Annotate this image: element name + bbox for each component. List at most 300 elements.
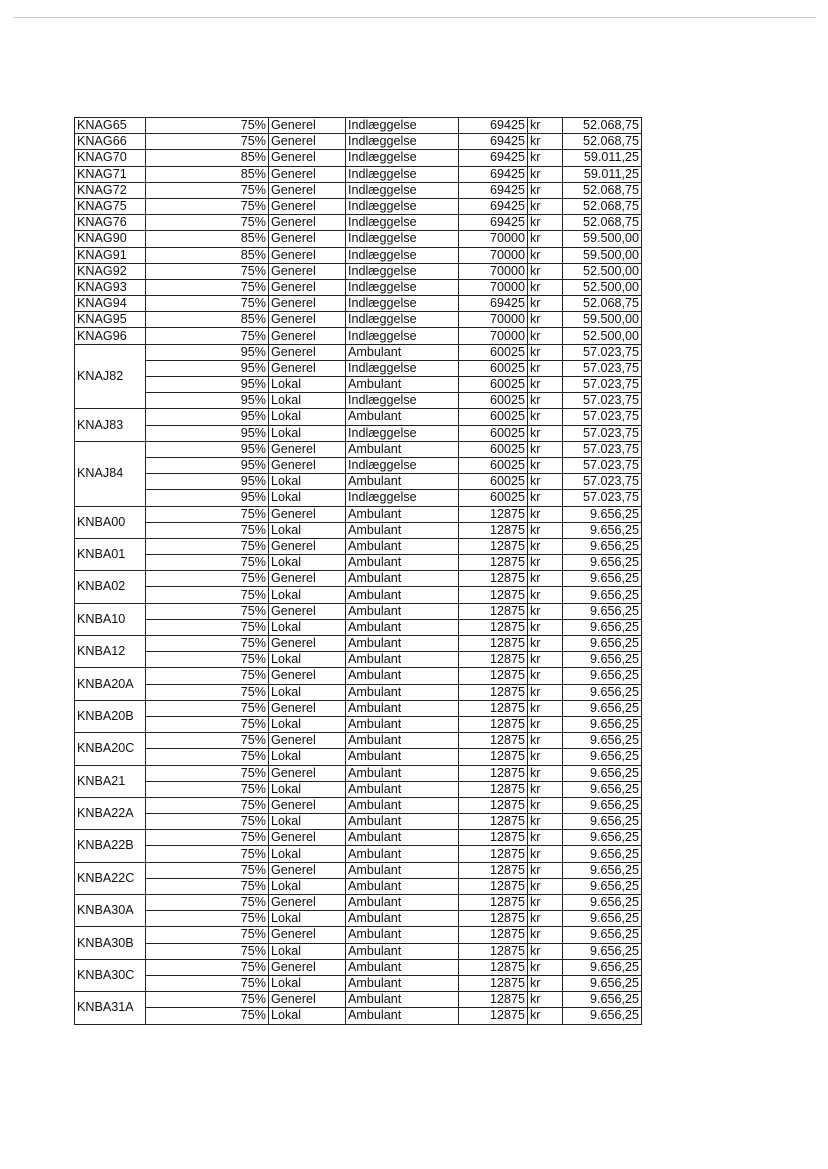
percent-cell: 75%: [146, 911, 269, 927]
treatment-type-cell: Ambulant: [346, 587, 459, 603]
currency-cell: kr: [528, 344, 563, 360]
value-cell: 9.656,25: [563, 587, 642, 603]
amount-cell: 69425: [459, 166, 528, 182]
treatment-type-cell: Ambulant: [346, 992, 459, 1008]
amount-cell: 12875: [459, 587, 528, 603]
percent-cell: 85%: [146, 150, 269, 166]
procedure-code-cell: KNAG75: [75, 198, 146, 214]
value-cell: 52.068,75: [563, 296, 642, 312]
value-cell: 9.656,25: [563, 733, 642, 749]
amount-cell: 12875: [459, 506, 528, 522]
procedure-code-cell: KNBA02: [75, 571, 146, 603]
scope-cell: Generel: [269, 134, 346, 150]
procedure-code-cell: KNAJ84: [75, 441, 146, 506]
scope-cell: Generel: [269, 198, 346, 214]
value-cell: 57.023,75: [563, 393, 642, 409]
treatment-type-cell: Ambulant: [346, 344, 459, 360]
percent-cell: 75%: [146, 555, 269, 571]
procedure-code-cell: KNAG65: [75, 118, 146, 134]
treatment-type-cell: Ambulant: [346, 409, 459, 425]
currency-cell: kr: [528, 571, 563, 587]
treatment-type-cell: Indlæggelse: [346, 150, 459, 166]
scope-cell: Lokal: [269, 587, 346, 603]
table-row: [75, 409, 642, 425]
currency-cell: kr: [528, 797, 563, 813]
scope-cell: Generel: [269, 636, 346, 652]
percent-cell: 75%: [146, 538, 269, 554]
percent-cell: 85%: [146, 166, 269, 182]
scope-cell: Generel: [269, 765, 346, 781]
value-cell: 9.656,25: [563, 975, 642, 991]
procedure-code-cell: KNAG94: [75, 296, 146, 312]
scope-cell: Generel: [269, 328, 346, 344]
amount-cell: 70000: [459, 231, 528, 247]
table-row: [75, 393, 642, 409]
amount-cell: 60025: [459, 441, 528, 457]
scope-cell: Lokal: [269, 749, 346, 765]
value-cell: 9.656,25: [563, 555, 642, 571]
table-row: [75, 975, 642, 991]
currency-cell: kr: [528, 619, 563, 635]
scope-cell: Lokal: [269, 425, 346, 441]
treatment-type-cell: Ambulant: [346, 927, 459, 943]
value-cell: 9.656,25: [563, 846, 642, 862]
currency-cell: kr: [528, 118, 563, 134]
table-row: [75, 425, 642, 441]
table-row: [75, 911, 642, 927]
procedure-code-cell: KNBA00: [75, 506, 146, 538]
scope-cell: Generel: [269, 668, 346, 684]
value-cell: 52.500,00: [563, 328, 642, 344]
value-cell: 9.656,25: [563, 522, 642, 538]
scope-cell: Lokal: [269, 409, 346, 425]
treatment-type-cell: Ambulant: [346, 862, 459, 878]
table-row: [75, 814, 642, 830]
percent-cell: 75%: [146, 198, 269, 214]
scope-cell: Generel: [269, 166, 346, 182]
percent-cell: 95%: [146, 425, 269, 441]
scope-cell: Lokal: [269, 652, 346, 668]
amount-cell: 12875: [459, 959, 528, 975]
table-row: [75, 134, 642, 150]
amount-cell: 12875: [459, 652, 528, 668]
treatment-type-cell: Ambulant: [346, 749, 459, 765]
treatment-type-cell: Ambulant: [346, 830, 459, 846]
percent-cell: 95%: [146, 409, 269, 425]
percent-cell: 75%: [146, 134, 269, 150]
table-row: [75, 571, 642, 587]
amount-cell: 60025: [459, 425, 528, 441]
scope-cell: Lokal: [269, 474, 346, 490]
treatment-type-cell: Ambulant: [346, 668, 459, 684]
value-cell: 52.068,75: [563, 198, 642, 214]
currency-cell: kr: [528, 975, 563, 991]
treatment-type-cell: Ambulant: [346, 814, 459, 830]
procedure-code-cell: KNBA20C: [75, 733, 146, 765]
currency-cell: kr: [528, 474, 563, 490]
value-cell: 9.656,25: [563, 538, 642, 554]
amount-cell: 12875: [459, 927, 528, 943]
table-row: [75, 150, 642, 166]
scope-cell: Generel: [269, 247, 346, 263]
value-cell: 9.656,25: [563, 1008, 642, 1024]
table-row: [75, 312, 642, 328]
amount-cell: 60025: [459, 474, 528, 490]
procedure-code-cell: KNAG76: [75, 215, 146, 231]
table-row: [75, 506, 642, 522]
percent-cell: 75%: [146, 118, 269, 134]
currency-cell: kr: [528, 134, 563, 150]
percent-cell: 75%: [146, 182, 269, 198]
value-cell: 57.023,75: [563, 409, 642, 425]
table-row: [75, 781, 642, 797]
value-cell: 9.656,25: [563, 716, 642, 732]
procedure-code-cell: KNBA22A: [75, 797, 146, 829]
table-row: [75, 538, 642, 554]
value-cell: 9.656,25: [563, 636, 642, 652]
amount-cell: 12875: [459, 684, 528, 700]
amount-cell: 12875: [459, 797, 528, 813]
currency-cell: kr: [528, 555, 563, 571]
table-row: [75, 215, 642, 231]
currency-cell: kr: [528, 441, 563, 457]
percent-cell: 85%: [146, 312, 269, 328]
treatment-type-cell: Indlæggelse: [346, 134, 459, 150]
scope-cell: Lokal: [269, 975, 346, 991]
treatment-type-cell: Ambulant: [346, 474, 459, 490]
scope-cell: Generel: [269, 457, 346, 473]
percent-cell: 85%: [146, 247, 269, 263]
value-cell: 9.656,25: [563, 700, 642, 716]
value-cell: 9.656,25: [563, 652, 642, 668]
value-cell: 59.500,00: [563, 247, 642, 263]
percent-cell: 75%: [146, 733, 269, 749]
procedure-code-cell: KNBA10: [75, 603, 146, 635]
scope-cell: Generel: [269, 959, 346, 975]
amount-cell: 12875: [459, 619, 528, 635]
percent-cell: 75%: [146, 959, 269, 975]
amount-cell: 69425: [459, 215, 528, 231]
scope-cell: Generel: [269, 927, 346, 943]
scope-cell: Generel: [269, 797, 346, 813]
currency-cell: kr: [528, 911, 563, 927]
scope-cell: Lokal: [269, 943, 346, 959]
scope-cell: Generel: [269, 263, 346, 279]
table-row: [75, 830, 642, 846]
scope-cell: Generel: [269, 296, 346, 312]
procedure-code-cell: KNAG95: [75, 312, 146, 328]
currency-cell: kr: [528, 895, 563, 911]
value-cell: 52.068,75: [563, 118, 642, 134]
amount-cell: 69425: [459, 118, 528, 134]
amount-cell: 12875: [459, 846, 528, 862]
treatment-type-cell: Indlæggelse: [346, 490, 459, 506]
value-cell: 52.068,75: [563, 215, 642, 231]
scope-cell: Generel: [269, 150, 346, 166]
percent-cell: 75%: [146, 506, 269, 522]
table-row: [75, 652, 642, 668]
amount-cell: 60025: [459, 393, 528, 409]
value-cell: 9.656,25: [563, 911, 642, 927]
table-row: [75, 603, 642, 619]
procedure-code-cell: KNAG90: [75, 231, 146, 247]
amount-cell: 69425: [459, 150, 528, 166]
amount-cell: 12875: [459, 895, 528, 911]
percent-cell: 75%: [146, 992, 269, 1008]
procedure-code-cell: KNAG72: [75, 182, 146, 198]
table-row: [75, 684, 642, 700]
currency-cell: kr: [528, 668, 563, 684]
treatment-type-cell: Ambulant: [346, 716, 459, 732]
table-row: [75, 182, 642, 198]
procedure-code-cell: KNAG71: [75, 166, 146, 182]
value-cell: 57.023,75: [563, 360, 642, 376]
value-cell: 9.656,25: [563, 749, 642, 765]
treatment-type-cell: Ambulant: [346, 684, 459, 700]
amount-cell: 12875: [459, 975, 528, 991]
value-cell: 9.656,25: [563, 797, 642, 813]
scope-cell: Generel: [269, 215, 346, 231]
table-row: [75, 895, 642, 911]
value-cell: 9.656,25: [563, 862, 642, 878]
procedure-code-cell: KNBA30A: [75, 895, 146, 927]
currency-cell: kr: [528, 377, 563, 393]
currency-cell: kr: [528, 263, 563, 279]
amount-cell: 70000: [459, 247, 528, 263]
currency-cell: kr: [528, 296, 563, 312]
amount-cell: 69425: [459, 198, 528, 214]
currency-cell: kr: [528, 733, 563, 749]
amount-cell: 70000: [459, 328, 528, 344]
procedure-code-cell: KNBA22B: [75, 830, 146, 862]
treatment-type-cell: Ambulant: [346, 652, 459, 668]
amount-cell: 12875: [459, 862, 528, 878]
treatment-type-cell: Ambulant: [346, 895, 459, 911]
treatment-type-cell: Ambulant: [346, 619, 459, 635]
treatment-type-cell: Ambulant: [346, 846, 459, 862]
amount-cell: 12875: [459, 603, 528, 619]
percent-cell: 75%: [146, 603, 269, 619]
currency-cell: kr: [528, 781, 563, 797]
treatment-type-cell: Indlæggelse: [346, 166, 459, 182]
scope-cell: Lokal: [269, 716, 346, 732]
procedure-code-cell: KNAG66: [75, 134, 146, 150]
scope-cell: Generel: [269, 603, 346, 619]
scope-cell: Lokal: [269, 1008, 346, 1024]
amount-cell: 12875: [459, 668, 528, 684]
treatment-type-cell: Indlæggelse: [346, 215, 459, 231]
treatment-type-cell: Indlæggelse: [346, 393, 459, 409]
table-row: [75, 377, 642, 393]
percent-cell: 75%: [146, 781, 269, 797]
percent-cell: 75%: [146, 814, 269, 830]
amount-cell: 60025: [459, 344, 528, 360]
percent-cell: 75%: [146, 716, 269, 732]
value-cell: 57.023,75: [563, 457, 642, 473]
treatment-type-cell: Ambulant: [346, 571, 459, 587]
treatment-type-cell: Indlæggelse: [346, 231, 459, 247]
table-row: [75, 344, 642, 360]
table-row: [75, 247, 642, 263]
amount-cell: 70000: [459, 312, 528, 328]
currency-cell: kr: [528, 506, 563, 522]
percent-cell: 75%: [146, 636, 269, 652]
scope-cell: Generel: [269, 571, 346, 587]
treatment-type-cell: Indlæggelse: [346, 182, 459, 198]
table-row: [75, 878, 642, 894]
procedure-code-cell: KNBA21: [75, 765, 146, 797]
percent-cell: 95%: [146, 474, 269, 490]
percent-cell: 95%: [146, 377, 269, 393]
treatment-type-cell: Ambulant: [346, 781, 459, 797]
scope-cell: Lokal: [269, 814, 346, 830]
percent-cell: 85%: [146, 231, 269, 247]
treatment-type-cell: Indlæggelse: [346, 360, 459, 376]
percent-cell: 75%: [146, 684, 269, 700]
scope-cell: Generel: [269, 700, 346, 716]
amount-cell: 60025: [459, 457, 528, 473]
value-cell: 9.656,25: [563, 895, 642, 911]
scope-cell: Generel: [269, 441, 346, 457]
value-cell: 52.068,75: [563, 134, 642, 150]
value-cell: 9.656,25: [563, 619, 642, 635]
scope-cell: Generel: [269, 360, 346, 376]
value-cell: 9.656,25: [563, 668, 642, 684]
scope-cell: Generel: [269, 506, 346, 522]
percent-cell: 75%: [146, 522, 269, 538]
treatment-type-cell: Ambulant: [346, 878, 459, 894]
procedure-code-cell: KNBA30C: [75, 959, 146, 991]
procedure-code-cell: KNAJ83: [75, 409, 146, 441]
value-cell: 59.500,00: [563, 312, 642, 328]
scan-divider-line: [14, 17, 816, 18]
currency-cell: kr: [528, 312, 563, 328]
table-row: [75, 296, 642, 312]
procedure-code-cell: KNAG70: [75, 150, 146, 166]
procedure-code-cell: KNBA12: [75, 636, 146, 668]
scope-cell: Generel: [269, 118, 346, 134]
currency-cell: kr: [528, 231, 563, 247]
currency-cell: kr: [528, 943, 563, 959]
table-row: [75, 797, 642, 813]
value-cell: 57.023,75: [563, 425, 642, 441]
currency-cell: kr: [528, 652, 563, 668]
rate-table: [74, 117, 642, 1025]
currency-cell: kr: [528, 279, 563, 295]
currency-cell: kr: [528, 393, 563, 409]
treatment-type-cell: Ambulant: [346, 377, 459, 393]
value-cell: 9.656,25: [563, 781, 642, 797]
percent-cell: 75%: [146, 668, 269, 684]
amount-cell: 12875: [459, 749, 528, 765]
treatment-type-cell: Ambulant: [346, 943, 459, 959]
procedure-code-cell: KNBA20B: [75, 700, 146, 732]
treatment-type-cell: Indlæggelse: [346, 279, 459, 295]
amount-cell: 70000: [459, 279, 528, 295]
percent-cell: 75%: [146, 587, 269, 603]
treatment-type-cell: Ambulant: [346, 975, 459, 991]
rate-table-body: [75, 118, 642, 1025]
scope-cell: Generel: [269, 182, 346, 198]
treatment-type-cell: Ambulant: [346, 522, 459, 538]
treatment-type-cell: Ambulant: [346, 441, 459, 457]
treatment-type-cell: Ambulant: [346, 797, 459, 813]
currency-cell: kr: [528, 959, 563, 975]
table-row: [75, 474, 642, 490]
percent-cell: 75%: [146, 279, 269, 295]
currency-cell: kr: [528, 862, 563, 878]
amount-cell: 12875: [459, 814, 528, 830]
value-cell: 9.656,25: [563, 765, 642, 781]
procedure-code-cell: KNAG96: [75, 328, 146, 344]
amount-cell: 12875: [459, 830, 528, 846]
currency-cell: kr: [528, 490, 563, 506]
amount-cell: 12875: [459, 1008, 528, 1024]
currency-cell: kr: [528, 700, 563, 716]
currency-cell: kr: [528, 198, 563, 214]
table-row: [75, 716, 642, 732]
treatment-type-cell: Ambulant: [346, 700, 459, 716]
percent-cell: 75%: [146, 830, 269, 846]
currency-cell: kr: [528, 328, 563, 344]
scope-cell: Lokal: [269, 781, 346, 797]
scope-cell: Lokal: [269, 619, 346, 635]
percent-cell: 75%: [146, 927, 269, 943]
value-cell: 9.656,25: [563, 814, 642, 830]
scope-cell: Generel: [269, 231, 346, 247]
table-row: [75, 749, 642, 765]
currency-cell: kr: [528, 992, 563, 1008]
value-cell: 9.656,25: [563, 684, 642, 700]
scope-cell: Lokal: [269, 490, 346, 506]
amount-cell: 12875: [459, 878, 528, 894]
procedure-code-cell: KNBA31A: [75, 992, 146, 1024]
value-cell: 9.656,25: [563, 992, 642, 1008]
scope-cell: Generel: [269, 344, 346, 360]
procedure-code-cell: KNBA01: [75, 538, 146, 570]
scope-cell: Lokal: [269, 846, 346, 862]
value-cell: 52.500,00: [563, 263, 642, 279]
treatment-type-cell: Ambulant: [346, 506, 459, 522]
table-row: [75, 198, 642, 214]
percent-cell: 95%: [146, 490, 269, 506]
scope-cell: Lokal: [269, 911, 346, 927]
percent-cell: 75%: [146, 975, 269, 991]
value-cell: 57.023,75: [563, 441, 642, 457]
percent-cell: 75%: [146, 943, 269, 959]
table-row: [75, 231, 642, 247]
value-cell: 52.068,75: [563, 182, 642, 198]
percent-cell: 75%: [146, 215, 269, 231]
procedure-code-cell: KNAJ82: [75, 344, 146, 409]
value-cell: 57.023,75: [563, 474, 642, 490]
treatment-type-cell: Indlæggelse: [346, 296, 459, 312]
table-row: [75, 1008, 642, 1024]
scope-cell: Generel: [269, 312, 346, 328]
treatment-type-cell: Indlæggelse: [346, 425, 459, 441]
scope-cell: Lokal: [269, 878, 346, 894]
percent-cell: 75%: [146, 263, 269, 279]
scope-cell: Generel: [269, 733, 346, 749]
value-cell: 57.023,75: [563, 344, 642, 360]
value-cell: 9.656,25: [563, 830, 642, 846]
currency-cell: kr: [528, 247, 563, 263]
procedure-code-cell: KNAG91: [75, 247, 146, 263]
currency-cell: kr: [528, 878, 563, 894]
currency-cell: kr: [528, 409, 563, 425]
value-cell: 9.656,25: [563, 571, 642, 587]
currency-cell: kr: [528, 814, 563, 830]
